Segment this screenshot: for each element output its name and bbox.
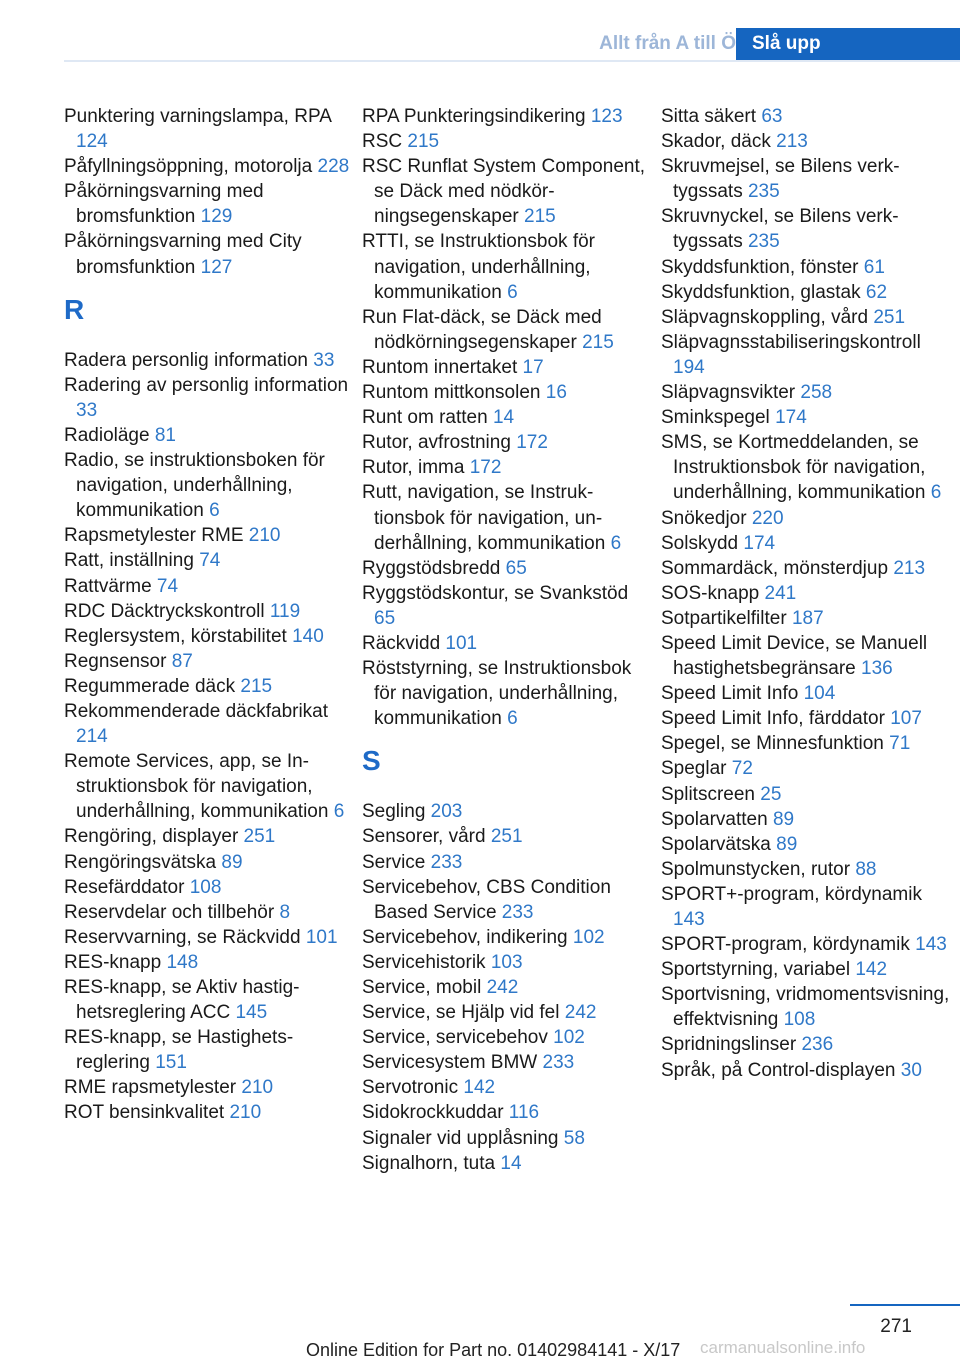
index-entry-term: Spegel, se Minnesfunktion	[661, 733, 890, 755]
index-page-link[interactable]: 172	[469, 457, 502, 479]
index-page-link[interactable]: 116	[508, 1102, 540, 1124]
index-entry-term: RSC	[362, 131, 408, 153]
index-page-link[interactable]: 6	[333, 801, 345, 823]
index-page-link[interactable]: 33	[76, 399, 98, 421]
index-page-link[interactable]: 6	[209, 500, 220, 522]
index-entry-term: Radioläge	[64, 424, 155, 446]
index-entry-term: Signaler vid upplåsning	[362, 1127, 564, 1149]
index-entry-term: Ryggstödsbredd	[362, 557, 506, 579]
index-entry-term: Rutt, navigation, se Instruktionsbok för navigation, underhållning, kommunikation	[362, 482, 611, 554]
index-entry	[362, 925, 652, 950]
index-entry-term: Räckvidd	[362, 632, 446, 654]
index-page-link[interactable]: 129	[200, 206, 233, 228]
index-entry	[661, 405, 951, 430]
index-entry-term: Rattvärme	[64, 575, 157, 597]
index-entry	[362, 950, 652, 975]
index-entry-term: Sommardäck, mönsterdjup	[661, 557, 894, 579]
index-entry	[64, 1100, 354, 1125]
index-entry-term: Språk, på Control-displayen	[661, 1059, 901, 1081]
index-entry	[362, 975, 652, 1000]
index-page-link[interactable]: 215	[240, 675, 273, 697]
index-page-link[interactable]: 72	[731, 758, 753, 780]
index-entry	[362, 799, 652, 824]
index-page-link[interactable]: 210	[229, 1102, 262, 1124]
index-entry	[362, 305, 652, 355]
index-entry	[64, 229, 354, 279]
index-entry-term: Ryggstödskontur, se Svankstöd	[362, 582, 629, 604]
index-page-link[interactable]: 124	[76, 131, 108, 153]
index-entry-term: Röststyrning, se Instruktionsbok för navigation, underhållning, kommunikation	[362, 658, 632, 730]
index-page-link[interactable]: 6	[930, 482, 942, 504]
index-page-link[interactable]: 210	[241, 1077, 274, 1099]
index-entry	[661, 129, 951, 154]
index-page-link[interactable]: 242	[486, 977, 519, 998]
index-entry-term: SPORT-program, kördynamik	[661, 934, 916, 956]
index-entry-term: Spolarvätska	[661, 833, 777, 855]
index-page-link[interactable]: 101	[445, 632, 478, 654]
index-entry	[362, 1025, 652, 1050]
index-page-link[interactable]: 203	[430, 801, 463, 823]
index-entry-term: Spolarvatten	[661, 808, 773, 830]
index-entry	[362, 581, 652, 631]
index-page-link[interactable]: 213	[776, 131, 808, 153]
index-entry-term: RPA Punkteringsindikering	[362, 106, 591, 127]
index-entry-term: Skruvmejsel, se Bilens verktygssats	[661, 156, 900, 203]
index-entry-term: Service, servicebehov	[362, 1027, 554, 1049]
index-entry	[64, 548, 354, 573]
index-column-2	[362, 104, 652, 1176]
index-page-link[interactable]: 174	[775, 407, 807, 429]
index-entry	[661, 957, 951, 982]
lookup-tab[interactable]: Slå upp	[736, 28, 960, 62]
index-entry-term: Sitta säkert	[661, 106, 762, 127]
index-entry	[661, 430, 951, 505]
index-entry-term: RES-knapp, se Hastighetsreglering	[64, 1027, 294, 1074]
index-entry	[661, 606, 951, 631]
index-entry-term: RDC Däcktryckskontroll	[64, 600, 270, 622]
index-page-link[interactable]: 63	[761, 106, 783, 127]
index-page-link[interactable]: 145	[235, 1002, 268, 1024]
index-entry-term: Skyddsfunktion, fönster	[661, 256, 864, 278]
index-entry	[64, 348, 354, 373]
index-page-link[interactable]: 89	[221, 851, 243, 873]
index-page-link[interactable]: 215	[582, 331, 614, 353]
index-entry-term: Skador, däck	[661, 131, 777, 153]
index-entry-term: Service	[362, 851, 431, 873]
index-entry-term: Segling	[362, 801, 431, 823]
index-entry	[362, 104, 652, 129]
index-entry	[362, 1050, 652, 1075]
watermark: carmanualsonline.info	[700, 1338, 866, 1357]
index-entry	[362, 129, 652, 154]
index-page-link[interactable]: 74	[156, 575, 179, 597]
index-entry-term: Släpvagnsvikter	[661, 382, 801, 404]
index-entry	[661, 305, 951, 330]
index-page-link[interactable]: 213	[893, 557, 926, 579]
index-page-link[interactable]: 143	[915, 934, 947, 956]
index-entry-term: Service, mobil	[362, 977, 487, 998]
index-entry	[661, 1058, 951, 1083]
index-entry-term: Släpvagnsstabiliseringskontroll	[661, 331, 921, 353]
index-letter-heading: S	[362, 745, 381, 777]
index-entry	[64, 950, 354, 975]
index-entry-term: RSC Runflat System Component, se Däck med nödkörningsegenskaper	[362, 156, 646, 228]
index-page-link[interactable]: 233	[430, 851, 463, 873]
index-entry-term: Speed Limit Info	[661, 683, 804, 705]
index-entry	[661, 506, 951, 531]
index-entry-term: Reglersystem, körstabilitet	[64, 625, 293, 647]
index-page-link[interactable]: 101	[305, 926, 338, 948]
index-page-link[interactable]: 6	[507, 708, 518, 730]
index-page-link[interactable]: 108	[783, 1009, 816, 1031]
index-entry	[661, 782, 951, 807]
index-entry-term: RES-knapp	[64, 951, 167, 973]
index-entry	[362, 1126, 652, 1151]
index-page-link[interactable]: 136	[861, 658, 893, 680]
index-page-link[interactable]: 142	[855, 959, 888, 981]
page-header	[64, 28, 960, 62]
index-entry-term: ROT bensinkvalitet	[64, 1102, 230, 1124]
header-rule	[64, 60, 960, 62]
index-page-link[interactable]: 62	[865, 281, 888, 303]
index-page-link[interactable]: 102	[572, 926, 605, 948]
index-entry-term: Rapsmetylester RME	[64, 525, 249, 547]
index-page-link[interactable]: 89	[776, 833, 798, 855]
index-page-link[interactable]: 140	[292, 625, 324, 647]
index-entry-term: SPORT+-program, kördynamik	[661, 883, 922, 905]
index-entry	[661, 255, 951, 280]
index-page-link[interactable]: 235	[747, 181, 780, 203]
index-entry	[661, 832, 951, 857]
index-entry-term: Speed Limit Device, se Manuell hastighetsbegränsare	[661, 632, 928, 680]
index-entry-term: Speglar	[661, 758, 732, 780]
index-entry-term: Service, se Hjälp vid fel	[362, 1002, 565, 1024]
index-entry-term: Runtom mittkonsolen	[362, 382, 546, 404]
index-entry-term: Sportvisning, vridmomentsvisning, effektvisning	[661, 984, 950, 1031]
index-page-link[interactable]: 241	[764, 582, 797, 604]
index-page-link[interactable]: 108	[189, 876, 222, 898]
index-page-link[interactable]: 25	[760, 783, 782, 805]
index-page-link[interactable]: 228	[317, 156, 350, 178]
index-entry	[64, 179, 354, 229]
index-column-3	[661, 104, 951, 1083]
index-entry-term: Remote Services, app, se Instruktionsbok för navigation, underhållning, kommunikation	[64, 751, 334, 823]
index-page-link[interactable]: 71	[889, 733, 911, 755]
index-entry	[661, 882, 951, 932]
index-page-link[interactable]: 87	[171, 650, 193, 672]
index-entry	[661, 380, 951, 405]
index-entry	[362, 355, 652, 380]
index-entry-term: Spridningslinser	[661, 1034, 802, 1056]
index-page-link[interactable]: 187	[791, 607, 824, 629]
index-page-link[interactable]: 251	[873, 306, 906, 328]
index-column-1	[64, 104, 354, 1126]
index-entry-term: Reservdelar och tillbehör	[64, 901, 280, 923]
index-entry-term: Runtom innertaket	[362, 356, 523, 378]
index-page-link[interactable]: 235	[747, 231, 780, 253]
index-page-link[interactable]: 174	[743, 532, 776, 554]
index-entry-term: Servicebehov, indikering	[362, 926, 573, 948]
index-page-link[interactable]: 89	[772, 808, 795, 830]
index-entry	[64, 824, 354, 849]
index-entry	[362, 405, 652, 430]
index-entry	[362, 1100, 652, 1125]
index-entry	[64, 674, 354, 699]
index-entry-term: SMS, se Kortmeddelanden, se Instruktionsbok för navigation, underhållning, kommunikation	[661, 432, 931, 504]
index-page-link[interactable]: 220	[751, 507, 784, 529]
section-link[interactable]: Allt från A till Ö	[599, 33, 736, 54]
index-page-link[interactable]: 6	[610, 532, 622, 554]
index-entry	[362, 380, 652, 405]
index-entry	[362, 824, 652, 849]
index-page-link[interactable]: 58	[563, 1127, 585, 1149]
index-entry	[661, 857, 951, 882]
index-entry	[661, 731, 951, 756]
index-entry	[362, 850, 652, 875]
index-page-link[interactable]: 236	[801, 1034, 834, 1056]
index-entry	[64, 649, 354, 674]
index-entry-term: Servicebehov, CBS Condition Based Service	[362, 876, 611, 923]
index-page-link[interactable]: 258	[800, 382, 833, 404]
index-entry	[64, 1075, 354, 1100]
index-entry-term: Rengöring, displayer	[64, 826, 244, 848]
index-entry	[362, 455, 652, 480]
index-entry-term: Speed Limit Info, färddator	[661, 708, 891, 730]
index-entry	[64, 373, 354, 423]
index-entry-term: Påfyllningsöppning, motorolja	[64, 156, 318, 178]
index-entry	[362, 430, 652, 455]
index-entry-term: Sminkspegel	[661, 407, 776, 429]
index-entry-term: Solskydd	[661, 532, 744, 554]
index-entry-term: Regummerade däck	[64, 675, 241, 697]
index-entry	[661, 154, 951, 204]
index-page-link[interactable]: 251	[243, 826, 276, 848]
index-entry-term: Släpvagnskoppling, vård	[661, 306, 874, 328]
index-page-link[interactable]: 30	[900, 1059, 922, 1081]
index-letter-heading: R	[64, 293, 85, 325]
index-entry-term: Rekommenderade däckfabrikat	[64, 700, 329, 722]
index-entry-term: Radera personlig information	[64, 349, 314, 371]
index-entry	[64, 900, 354, 925]
index-entry	[362, 875, 652, 925]
index-entry-term: Radio, se instruktionsboken för navigation, underhållning, kommunikation	[64, 450, 325, 522]
index-entry-term: Regnsensor	[64, 650, 172, 672]
index-page-link[interactable]: 142	[463, 1077, 496, 1099]
index-entry-term: Servicehistorik	[362, 951, 491, 973]
index-entry	[661, 807, 951, 832]
index-entry	[64, 699, 354, 749]
index-entry-term: Ratt, inställning	[64, 550, 200, 572]
index-entry	[64, 104, 354, 154]
index-page-link[interactable]: 103	[490, 951, 523, 973]
index-entry	[362, 1000, 652, 1025]
index-entry	[661, 932, 951, 957]
index-page-link[interactable]: 88	[855, 858, 877, 880]
index-entry-term: Punktering varningslampa, RPA	[64, 106, 331, 127]
index-entry-term: Radering av personlig information	[64, 374, 349, 396]
index-page-link[interactable]: 214	[76, 726, 108, 748]
index-entry-term: SOS-knapp	[661, 582, 765, 604]
index-entry	[661, 330, 951, 380]
index-entry-term: Skruvnyckel, se Bilens verktygssats	[661, 206, 899, 253]
index-entry	[661, 581, 951, 606]
index-entry	[64, 1025, 354, 1075]
index-entry-term: Påkörningsvarning med bromsfunktion	[64, 181, 264, 228]
index-entry	[64, 850, 354, 875]
index-page-link[interactable]: 65	[374, 607, 396, 629]
index-entry	[362, 1075, 652, 1100]
index-page-link[interactable]: 102	[553, 1027, 585, 1049]
index-entry	[362, 1151, 652, 1176]
index-page-link[interactable]: 215	[407, 131, 440, 153]
index-entry	[64, 599, 354, 624]
index-entry-term: Servicesystem BMW	[362, 1052, 543, 1074]
index-entry	[661, 556, 951, 581]
index-entry-term: Sotpartikelfilter	[661, 607, 792, 629]
index-entry	[362, 229, 652, 304]
index-entry	[64, 448, 354, 523]
index-entry	[362, 556, 652, 581]
index-entry-term: Snökedjor	[661, 507, 752, 529]
index-page-link[interactable]: 16	[545, 382, 567, 404]
index-entry-term: Skyddsfunktion, glastak	[661, 281, 866, 303]
index-page-link[interactable]: 143	[673, 909, 705, 930]
index-entry	[661, 280, 951, 305]
index-page-link[interactable]: 107	[890, 708, 922, 730]
index-entry	[661, 631, 951, 681]
index-page-link[interactable]: 8	[279, 901, 291, 923]
index-page-link[interactable]: 33	[313, 349, 335, 371]
index-page-link[interactable]: 61	[863, 256, 885, 278]
index-entry	[661, 1032, 951, 1057]
index-entry-term: Sportstyrning, variabel	[661, 959, 856, 981]
index-entry	[362, 631, 652, 656]
index-entry	[64, 574, 354, 599]
index-page-link[interactable]: 233	[501, 901, 534, 923]
page-number: 271	[880, 1316, 912, 1337]
index-entry	[64, 875, 354, 900]
edition-note: Online Edition for Part no. 01402984141 - X/17	[306, 1340, 681, 1360]
index-page-link[interactable]: 151	[155, 1052, 187, 1074]
index-page-link[interactable]: 172	[516, 432, 548, 454]
index-entry	[64, 423, 354, 448]
index-entry	[64, 624, 354, 649]
index-page-link[interactable]: 251	[490, 826, 523, 848]
index-entry	[661, 982, 951, 1032]
index-entry-term: RTTI, se Instruktionsbok för navigation, underhållning, kommunikation	[362, 231, 596, 303]
index-entry	[64, 975, 354, 1025]
index-page-link[interactable]: 233	[542, 1052, 575, 1074]
index-page-link[interactable]: 123	[590, 106, 623, 127]
index-entry	[661, 104, 951, 129]
index-page-link[interactable]: 65	[505, 557, 527, 579]
index-entry-term: Påkörningsvarning med City bromsfunktion	[64, 231, 302, 278]
index-entry-term: Resefärddator	[64, 876, 190, 898]
index-entry-term: Runt om ratten	[362, 407, 493, 429]
index-entry	[661, 681, 951, 706]
index-page-link[interactable]: 81	[154, 424, 176, 446]
index-entry-term: Rengöringsvätska	[64, 851, 222, 873]
index-page-link[interactable]: 194	[673, 356, 705, 378]
index-entry	[661, 706, 951, 731]
index-entry-term: Sensorer, vård	[362, 826, 491, 848]
index-entry-term: Sidokrockkuddar	[362, 1102, 509, 1124]
footer-rule	[850, 1304, 960, 1306]
index-entry	[64, 749, 354, 824]
index-page-link[interactable]: 215	[524, 206, 556, 228]
index-page-link[interactable]: 148	[166, 951, 199, 973]
index-entry	[362, 480, 652, 555]
index-entry	[661, 204, 951, 254]
index-page-link[interactable]: 14	[500, 1152, 522, 1174]
index-entry	[362, 154, 652, 229]
index-page-link[interactable]: 6	[507, 281, 518, 303]
index-entry-term: Rutor, avfrostning	[362, 432, 517, 454]
index-page-link[interactable]: 17	[522, 356, 544, 378]
index-page-link[interactable]: 210	[248, 525, 281, 547]
index-entry-term: RME rapsmetylester	[64, 1077, 242, 1099]
index-entry	[64, 925, 354, 950]
index-entry-term: Signalhorn, tuta	[362, 1152, 501, 1174]
index-page-link[interactable]: 127	[200, 256, 233, 278]
index-page-link[interactable]: 74	[199, 550, 221, 572]
index-page-link[interactable]: 242	[564, 1002, 597, 1024]
index-page-link[interactable]: 119	[269, 600, 301, 622]
index-entry	[64, 154, 354, 179]
index-entry-term: Run Flat-däck, se Däck med nödkörningsegenskaper	[362, 306, 602, 353]
index-entry	[362, 656, 652, 731]
index-entry	[661, 756, 951, 781]
index-entry-term: Reservvarning, se Räckvidd	[64, 926, 306, 948]
index-entry-term: Rutor, imma	[362, 457, 470, 479]
index-entry	[64, 523, 354, 548]
index-entry-term: Spolmunstycken, rutor	[661, 858, 856, 880]
index-entry-term: Splitscreen	[661, 783, 761, 805]
index-entry-term: RES-knapp, se Aktiv hastighetsreglering ACC	[64, 977, 300, 1024]
index-entry-term: Servotronic	[362, 1077, 464, 1099]
index-page-link[interactable]: 14	[492, 407, 515, 429]
index-entry	[661, 531, 951, 556]
index-page-link[interactable]: 104	[803, 683, 836, 705]
